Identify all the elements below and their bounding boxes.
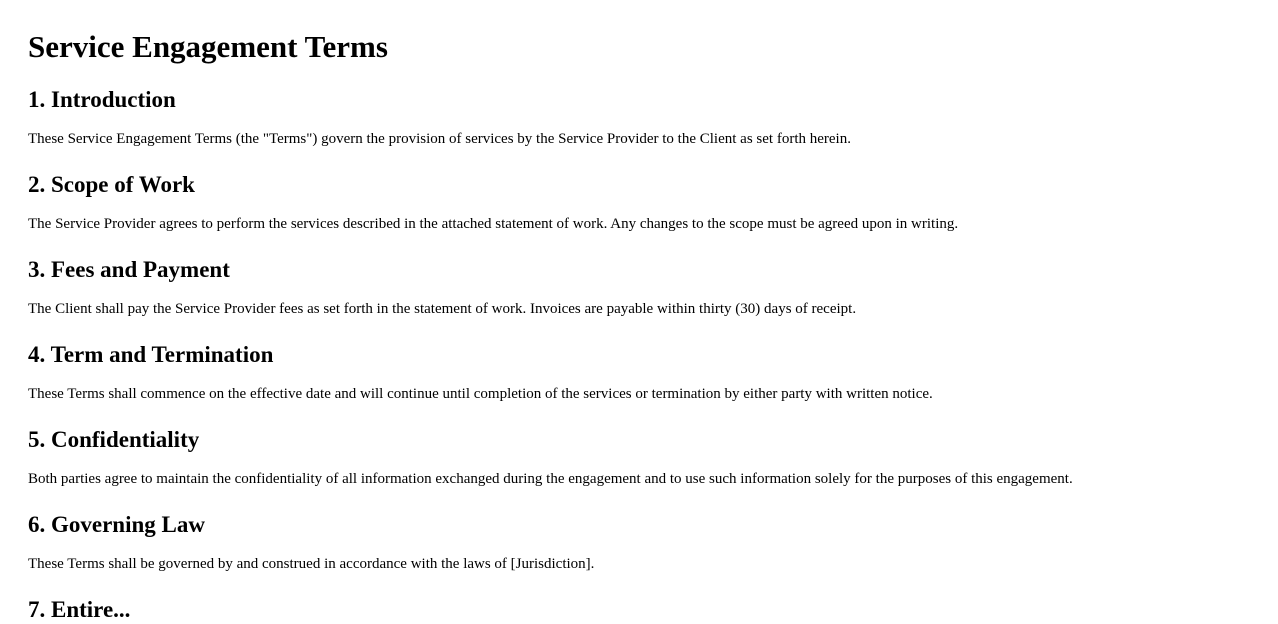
section-heading: 1. Introduction — [28, 87, 176, 112]
section-body: The Service Provider agrees to perform the services described in the attached statement of work. Any changes to the scope must be agreed upon in writing. — [28, 216, 959, 232]
section-body: These Service Engagement Terms (the "Terms") govern the provision of services by the Service Provider to the Client as set forth herein. — [28, 131, 851, 147]
section-governing-law — [28, 511, 1268, 572]
section-body: Both parties agree to maintain the confidentiality of all information exchanged during the engagement and to use such information solely for the purposes of this engagement. — [28, 471, 1073, 487]
section-scope-of-work — [28, 171, 1268, 232]
section-heading: 2. Scope of Work — [28, 172, 195, 197]
section-body: The Client shall pay the Service Provider fees as set forth in the statement of work. Invoices are payable within thirty (30) days of receipt. — [28, 301, 857, 317]
section-body: These Terms shall be governed by and construed in accordance with the laws of [Jurisdiction]. — [28, 556, 595, 572]
page-title: Service Engagement Terms — [28, 29, 388, 64]
section-term-and-termination — [28, 341, 1268, 402]
section-introduction — [28, 86, 1268, 147]
next-section-heading-cutoff: 7. Entire... — [28, 597, 131, 622]
section-heading: 4. Term and Termination — [28, 342, 274, 367]
section-heading: 3. Fees and Payment — [28, 257, 230, 282]
section-fees-and-payment — [28, 256, 1268, 317]
section-heading: 5. Confidentiality — [28, 427, 200, 452]
section-heading: 6. Governing Law — [28, 512, 205, 537]
section-confidentiality — [28, 426, 1268, 487]
section-body: These Terms shall commence on the effective date and will continue until completion of the services or termination by either party with written notice. — [28, 386, 933, 402]
